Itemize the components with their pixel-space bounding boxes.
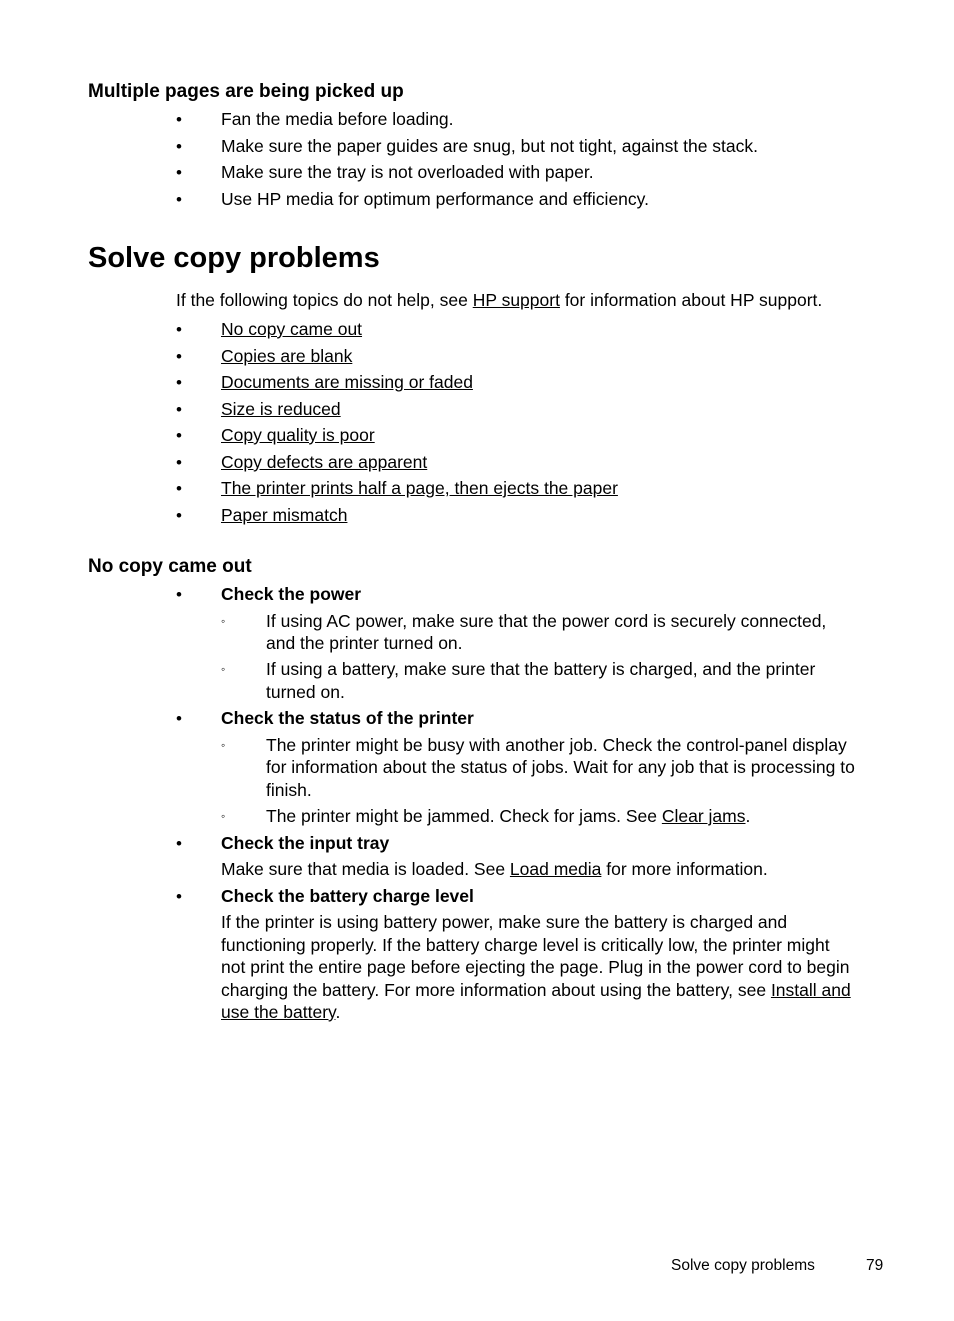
list-item: Make sure the tray is not overloaded with paper.: [221, 162, 594, 182]
install-battery-link-part1[interactable]: Install and: [770, 980, 851, 1000]
status-sub1-line1: The printer might be busy with another job. Check the control-panel display: [266, 735, 847, 755]
link-no-copy-came-out[interactable]: No copy came out: [221, 319, 363, 339]
circle-bullet-icon: ◦: [221, 809, 226, 823]
bullet-icon: •: [176, 887, 182, 906]
hp-support-link[interactable]: HP support: [472, 290, 560, 310]
bullet-icon: •: [176, 453, 182, 472]
heading-solve-copy-problems: Solve copy problems: [88, 242, 380, 274]
battery-line5-after: .: [335, 1002, 341, 1022]
circle-bullet-icon: ◦: [221, 738, 226, 752]
bullet-icon: •: [176, 400, 182, 419]
link-size-reduced[interactable]: Size is reduced: [221, 399, 341, 419]
link-copies-are-blank[interactable]: Copies are blank: [221, 346, 353, 366]
bullet-icon: •: [176, 506, 182, 525]
circle-bullet-icon: ◦: [221, 662, 226, 676]
bullet-icon: •: [176, 110, 182, 129]
bullet-icon: •: [176, 426, 182, 445]
check-input-tray-title: Check the input tray: [221, 833, 390, 853]
status-sub2-before: The printer might be jammed. Check for jams. See: [266, 806, 662, 826]
input-tray-text: [221, 858, 768, 881]
intro-text-after: for information about HP support.: [559, 290, 823, 310]
status-sub2: [266, 805, 750, 828]
link-paper-mismatch[interactable]: Paper mismatch: [221, 505, 348, 525]
power-sub2-line1: If using a battery, make sure that the battery is charged, and the printer: [266, 659, 816, 679]
battery-line2: functioning properly. If the battery charge level is critically low, the printer might: [221, 935, 830, 955]
list-item: Use HP media for optimum performance and efficiency.: [221, 189, 649, 209]
power-sub1-line1: If using AC power, make sure that the power cord is securely connected,: [266, 611, 827, 631]
bullet-icon: •: [176, 373, 182, 392]
bullet-icon: •: [176, 163, 182, 182]
heading-multiple-pages: Multiple pages are being picked up: [88, 81, 404, 102]
power-sub1-line2: and the printer turned on.: [266, 633, 463, 653]
bullet-icon: •: [176, 347, 182, 366]
footer-section-title: Solve copy problems: [671, 1257, 815, 1274]
bullet-icon: •: [176, 190, 182, 209]
intro-paragraph: [176, 289, 822, 312]
link-copy-defects[interactable]: Copy defects are apparent: [221, 452, 428, 472]
link-half-page[interactable]: The printer prints half a page, then ejects the paper: [221, 478, 618, 498]
intro-text-before: If the following topics do not help, see: [176, 290, 473, 310]
tray-text-before: Make sure that media is loaded. See: [221, 859, 510, 879]
clear-jams-link[interactable]: Clear jams: [661, 806, 746, 826]
bullet-icon: •: [176, 320, 182, 339]
battery-line1: If the printer is using battery power, make sure the battery is charged and: [221, 912, 788, 932]
bullet-icon: •: [176, 137, 182, 156]
list-item: Fan the media before loading.: [221, 109, 454, 129]
battery-line4-text: charging the battery. For more information about using the battery, see: [221, 980, 771, 1000]
footer-page-number: 79: [866, 1257, 884, 1274]
battery-line3: not print the entire page before ejecting the page. Plug in the power cord to begin: [221, 957, 850, 977]
battery-line4: [221, 979, 851, 1002]
power-sub2-line2: turned on.: [266, 682, 345, 702]
check-battery-title: Check the battery charge level: [221, 886, 474, 906]
check-power-title: Check the power: [221, 584, 362, 604]
bullet-icon: •: [176, 585, 182, 604]
link-copy-quality-poor[interactable]: Copy quality is poor: [221, 425, 375, 445]
install-battery-link-part2[interactable]: use the battery: [221, 1002, 336, 1022]
status-sub1-line2: for information about the status of jobs. Wait for any job that is processing to: [266, 757, 855, 777]
list-item: Make sure the paper guides are snug, but not tight, against the stack.: [221, 136, 758, 156]
check-status-title: Check the status of the printer: [221, 708, 474, 728]
battery-line5: [221, 1001, 340, 1024]
load-media-link[interactable]: Load media: [509, 859, 602, 879]
status-sub2-after: .: [745, 806, 751, 826]
bullet-icon: •: [176, 709, 182, 728]
link-documents-missing[interactable]: Documents are missing or faded: [221, 372, 473, 392]
status-sub1-line3: finish.: [266, 780, 312, 800]
tray-text-after: for more information.: [601, 859, 768, 879]
bullet-icon: •: [176, 479, 182, 498]
bullet-icon: •: [176, 834, 182, 853]
circle-bullet-icon: ◦: [221, 614, 226, 628]
heading-no-copy-came-out: No copy came out: [88, 556, 252, 577]
